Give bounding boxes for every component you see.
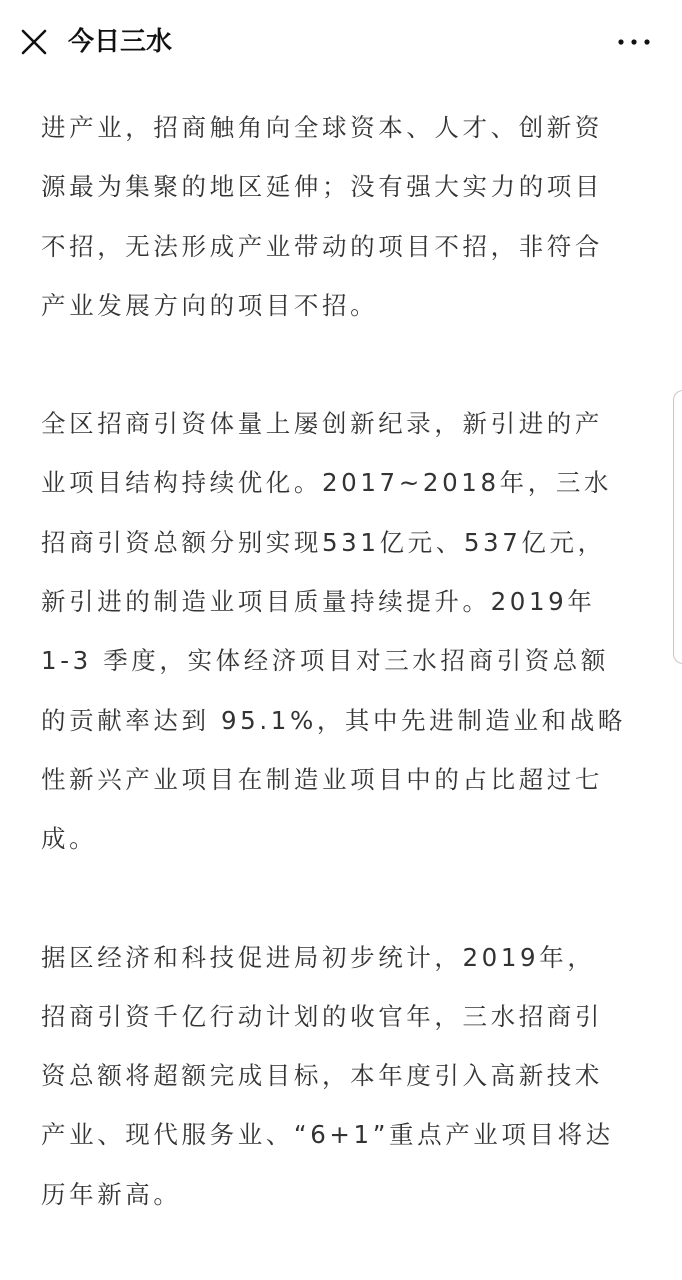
- article-paragraph: [41, 98, 641, 335]
- paragraph-line: 历年新高。: [41, 1179, 182, 1209]
- close-button[interactable]: [18, 26, 50, 58]
- paragraph-line: 全区招商引资体量上屡创新纪录，新引进的产: [41, 409, 603, 439]
- paragraph-line: 业项目结构持续优化。2017~2018年，三水: [41, 468, 613, 498]
- close-icon: [18, 26, 50, 58]
- article-body: [41, 98, 641, 1224]
- side-scroll-handle[interactable]: [673, 390, 682, 664]
- paragraph-line: 据区经济和科技促进局初步统计，2019年，: [41, 942, 596, 972]
- paragraph-line: 源最为集聚的地区延伸；没有强大实力的项目: [41, 172, 603, 202]
- paragraph-line: 不招，无法形成产业带动的项目不招，非符合: [41, 231, 603, 261]
- article-paragraph: [41, 928, 641, 1224]
- paragraph-line: 成。: [41, 824, 98, 854]
- top-bar: [0, 0, 682, 86]
- paragraph-line: 性新兴产业项目在制造业项目中的占比超过七: [41, 764, 603, 794]
- page-title: 今日三水: [68, 27, 173, 57]
- paragraph-line: 新引进的制造业项目质量持续提升。2019年: [41, 587, 596, 617]
- paragraph-line: 招商引资千亿行动计划的收官年，三水招商引: [41, 1001, 603, 1031]
- paragraph-line: 的贡献率达到 95.1%，其中先进制造业和战略: [41, 705, 626, 735]
- paragraph-line: 资总额将超额完成目标，本年度引入高新技术: [41, 1061, 603, 1091]
- paragraph-line: 1-3 季度，实体经济项目对三水招商引资总额: [41, 646, 610, 676]
- paragraph-line: 招商引资总额分别实现531亿元、537亿元，: [41, 527, 606, 557]
- article-paragraph: [41, 394, 641, 868]
- paragraph-line: 产业、现代服务业、“6+1”重点产业项目将达: [41, 1120, 614, 1150]
- paragraph-line: 产业发展方向的项目不招。: [41, 290, 379, 320]
- more-button[interactable]: [612, 26, 656, 58]
- more-icon: [612, 26, 656, 58]
- paragraph-line: 进产业，招商触角向全球资本、人才、创新资: [41, 113, 603, 142]
